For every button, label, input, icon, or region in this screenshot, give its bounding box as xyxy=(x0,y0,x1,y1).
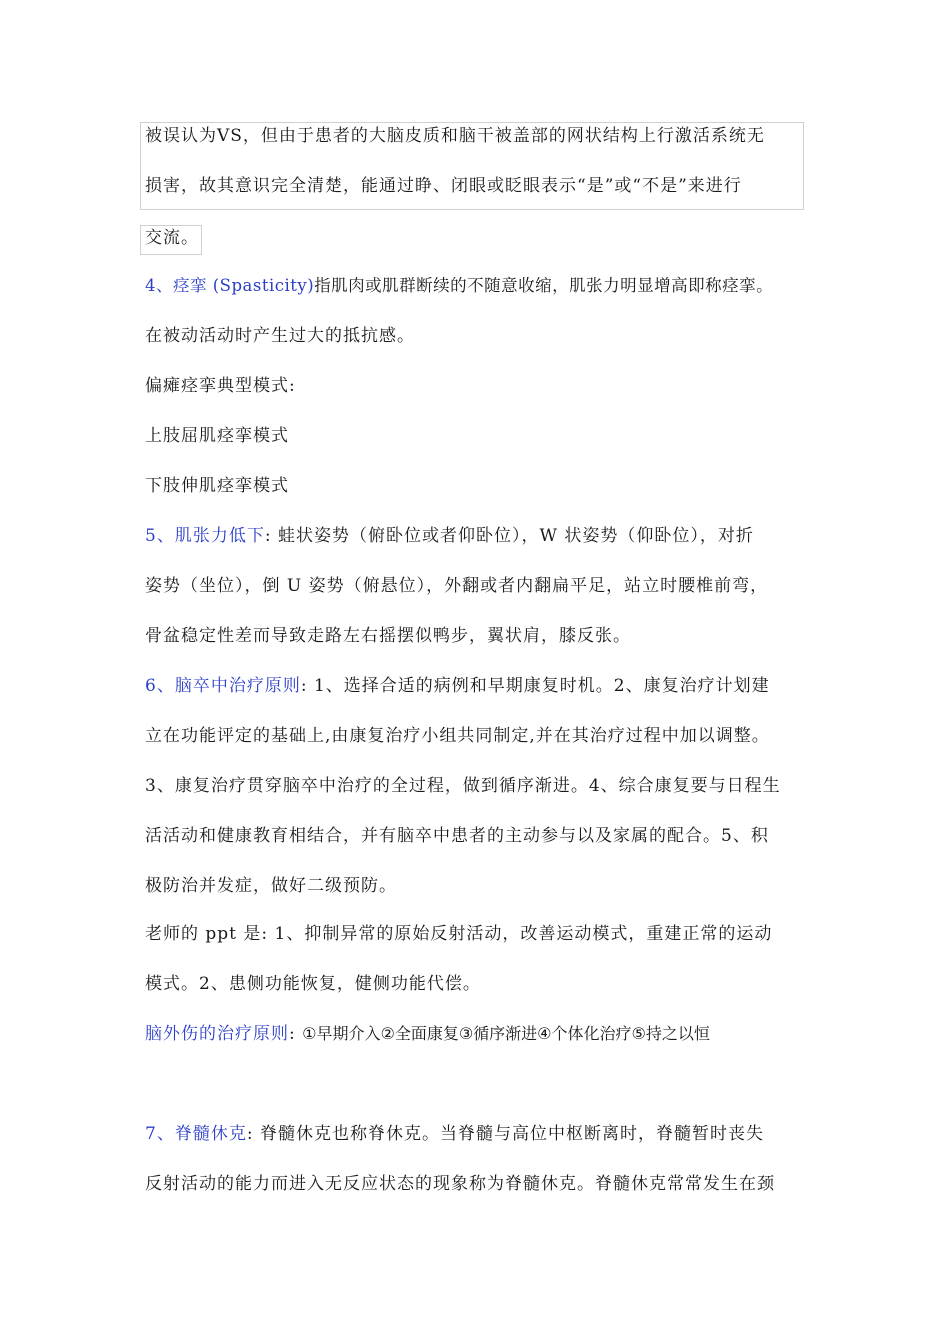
paragraph-line: 老师的 ppt 是: 1、抑制异常的原始反射活动，改善运动模式，重建正常的运动 xyxy=(145,924,773,944)
paragraph-line: 极防治并发症，做好二级预防。 xyxy=(145,876,397,896)
colon: : xyxy=(289,1024,303,1044)
section-4-line xyxy=(145,274,773,298)
paragraph-line: 上肢屈肌痉挛模式 xyxy=(145,426,289,446)
section-5-line xyxy=(145,524,754,548)
section-heading-hypotonia: 5、肌张力低下 xyxy=(145,526,265,546)
paragraph-line: 骨盆稳定性差而导致走路左右摇摆似鸭步，翼状肩，膝反张。 xyxy=(145,626,631,646)
section-6-line xyxy=(145,674,770,698)
paragraph-line: 偏瘫痉挛典型模式: xyxy=(145,376,296,396)
paragraph-line: 被误认为VS，但由于患者的大脑皮质和脑干被盖部的网状结构上行激活系统无 xyxy=(145,126,765,146)
section-7-line xyxy=(145,1122,764,1146)
section-text: : 脊髓休克也称脊休克。当脊髓与高位中枢断离时，脊髓暂时丧失 xyxy=(246,1124,764,1144)
section-text: : 蛙状姿势（俯卧位或者仰卧位），W 状姿势（仰卧位），对折 xyxy=(264,526,754,546)
paragraph-line: 姿势（坐位），倒 U 姿势（俯悬位），外翻或者内翻扁平足，站立时腰椎前弯， xyxy=(145,576,769,596)
paragraph-line: 3、康复治疗贯穿脑卒中治疗的全过程，做到循序渐进。4、综合康复要与日程生 xyxy=(145,776,781,796)
paragraph-line: 损害，故其意识完全清楚，能通过睁、闭眼或眨眼表示“是”或“不是”来进行 xyxy=(145,176,742,196)
section-heading-spasticity: 4、痉挛 (Spasticity) xyxy=(145,276,315,295)
paragraph-line: 下肢伸肌痉挛模式 xyxy=(145,476,289,496)
paragraph-line: 反射活动的能力而进入无反应状态的现象称为脊髓休克。脊髓休克常常发生在颈 xyxy=(145,1174,775,1194)
paragraph-line: 模式。2、患侧功能恢复，健侧功能代偿。 xyxy=(145,974,481,994)
section-heading-spinal-shock: 7、脊髓休克 xyxy=(145,1124,247,1144)
paragraph-line: 在被动活动时产生过大的抵抗感。 xyxy=(145,326,415,346)
paragraph-line: 立在功能评定的基础上,由康复治疗小组共同制定,并在其治疗过程中加以调整。 xyxy=(145,726,770,746)
section-text: : 1、选择合适的病例和早期康复时机。2、康复治疗计划建 xyxy=(300,676,770,696)
tbi-line xyxy=(145,1022,710,1046)
section-heading-tbi-treatment: 脑外伤的治疗原则 xyxy=(145,1024,289,1044)
paragraph-line: 交流。 xyxy=(145,228,199,248)
section-heading-stroke-treatment: 6、脑卒中治疗原则 xyxy=(145,676,301,696)
section-text: ①早期介入②全面康复③循序渐进④个体化治疗⑤持之以恒 xyxy=(302,1024,710,1043)
paragraph-line: 活活动和健康教育相结合，并有脑卒中患者的主动参与以及家属的配合。5、积 xyxy=(145,826,769,846)
section-text: 指肌肉或肌群断续的不随意收缩，肌张力明显增高即称痉挛。 xyxy=(314,276,774,295)
